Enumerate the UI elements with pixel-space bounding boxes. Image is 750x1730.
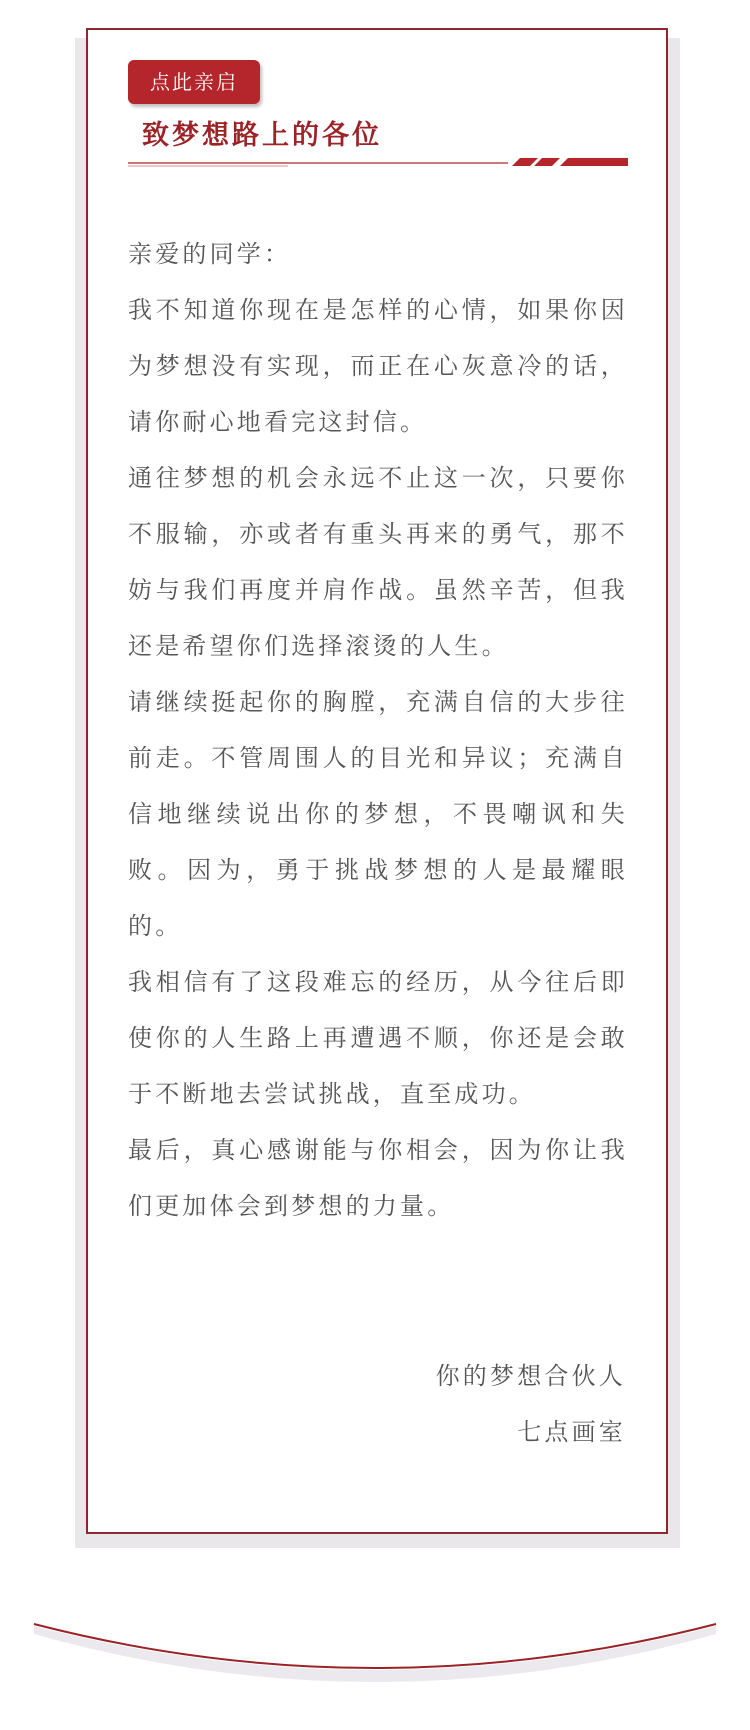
heading-underline-decoration	[128, 150, 628, 170]
stripe-2	[534, 158, 560, 166]
paragraph-1: 我不知道你现在是怎样的心情，如果你因为梦想没有实现，而正在心灰意冷的话，请你耐心地看完这封信。	[128, 296, 628, 436]
paragraph-4: 我相信有了这段难忘的经历，从今往后即使你的人生路上再遭遇不顺，你还是会敢于不断地去尝试挑战，直至成功。	[128, 968, 628, 1108]
stripe-bar	[560, 158, 628, 166]
stripe-1	[512, 158, 538, 166]
paragraph-5: 最后，真心感谢能与你相会，因为你让我们更加体会到梦想的力量。	[128, 1136, 628, 1220]
letter-body	[128, 226, 628, 1234]
greeting: 亲爱的同学：	[128, 240, 292, 268]
letter-heading: 致梦想路上的各位	[142, 120, 382, 151]
paragraph-3: 请继续挺起你的胸膛，充满自信的大步往前走。不管周围人的目光和异议；充满自信地继续说出你的梦想，不畏嘲讽和失败。因为，勇于挑战梦想的人是最耀眼的。	[128, 688, 628, 940]
open-here-tag[interactable]: 点此亲启	[128, 60, 260, 104]
arc-shadow	[34, 1626, 716, 1682]
signature-line-1: 你的梦想合伙人	[435, 1362, 626, 1390]
signature-line-2: 七点画室	[517, 1418, 626, 1446]
bottom-arc-decoration	[0, 1590, 750, 1730]
arc-line	[34, 1624, 716, 1668]
paragraph-2: 通往梦想的机会永远不止这一次，只要你不服输，亦或者有重头再来的勇气，那不妨与我们再度并肩作战。虽然辛苦，但我还是希望你们选择滚烫的人生。	[128, 464, 628, 660]
signature	[128, 1348, 626, 1460]
